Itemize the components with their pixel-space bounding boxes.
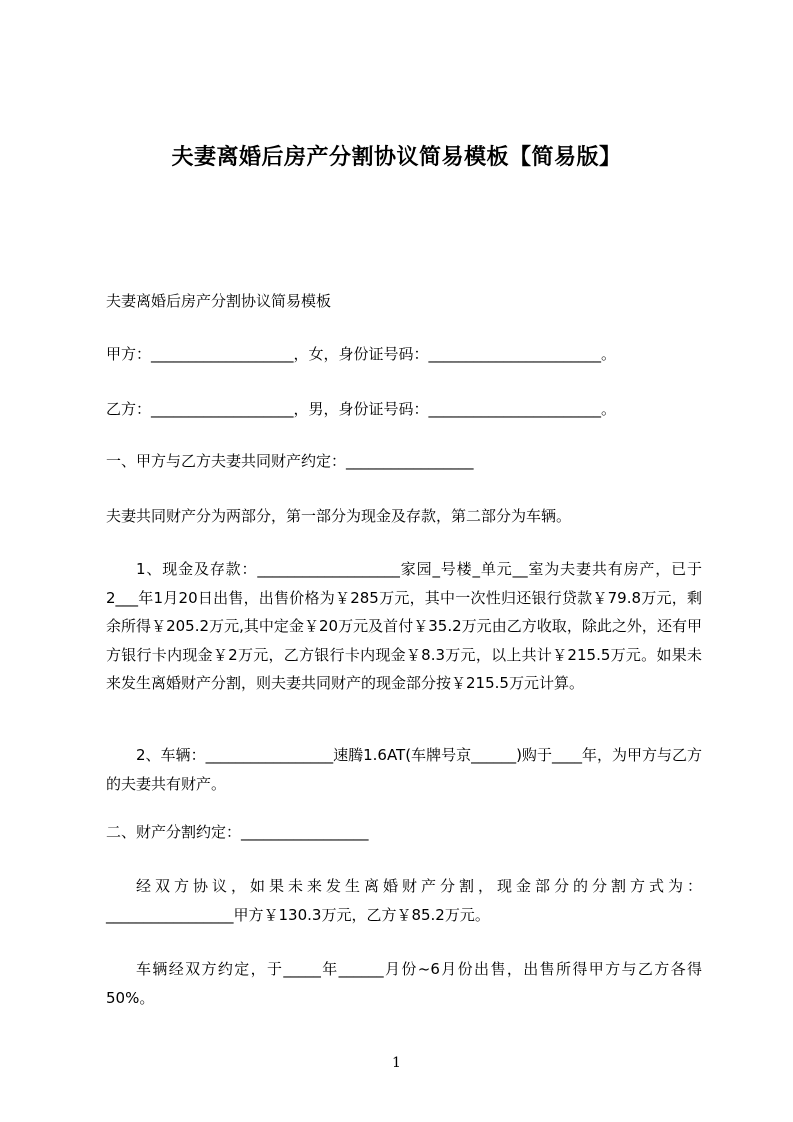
item-1-paragraph: 1、现金及存款：___________________家园_号楼_单元__室为夫妻共有房产，已于2___年1月20日出售，出售价格为￥285万元，其中一次性归还银行贷款￥79.8万元，剩余所得￥205.2万元,其中定金￥20万元及首付￥35.2万元由乙方收取，除此之外，还有甲方银行卡内现金￥2万元，乙方银行卡内现金￥8.3万元，以上共计￥215.5万元。如果未来发生离婚财产分割，则夫妻共同财产的现金部分按￥215.5万元计算。	[106, 560, 702, 692]
vehicle-paragraph: 车辆经双方约定，于_____年______月份~6月份出售，出售所得甲方与乙方各得50%。	[106, 960, 702, 1007]
agreement-paragraph: 经双方协议，如果未来发生离婚财产分割，现金部分的分割方式为：_________________甲方￥130.3万元，乙方￥85.2万元。	[106, 877, 702, 924]
party-b-line: 乙方：___________________，男，身份证号码：_______________________。	[106, 400, 617, 418]
party-a-line: 甲方：___________________，女，身份证号码：_______________________。	[106, 345, 617, 363]
intro-paragraph: 夫妻共同财产分为两部分，第一部分为现金及存款，第二部分为车辆。	[106, 507, 572, 525]
subtitle: 夫妻离婚后房产分割协议简易模板	[106, 292, 332, 310]
page-number: 1	[392, 1055, 401, 1071]
section-1-heading: 一、甲方与乙方夫妻共同财产约定：_________________	[106, 452, 474, 470]
item-2-paragraph: 2、车辆：_________________速腾1.6AT(车牌号京______)购于____年，为甲方与乙方的夫妻共有财产。	[106, 746, 702, 793]
section-2-heading: 二、财产分割约定：_________________	[106, 823, 369, 841]
document-title: 夫妻离婚后房产分割协议简易模板【简易版】	[171, 145, 622, 170]
